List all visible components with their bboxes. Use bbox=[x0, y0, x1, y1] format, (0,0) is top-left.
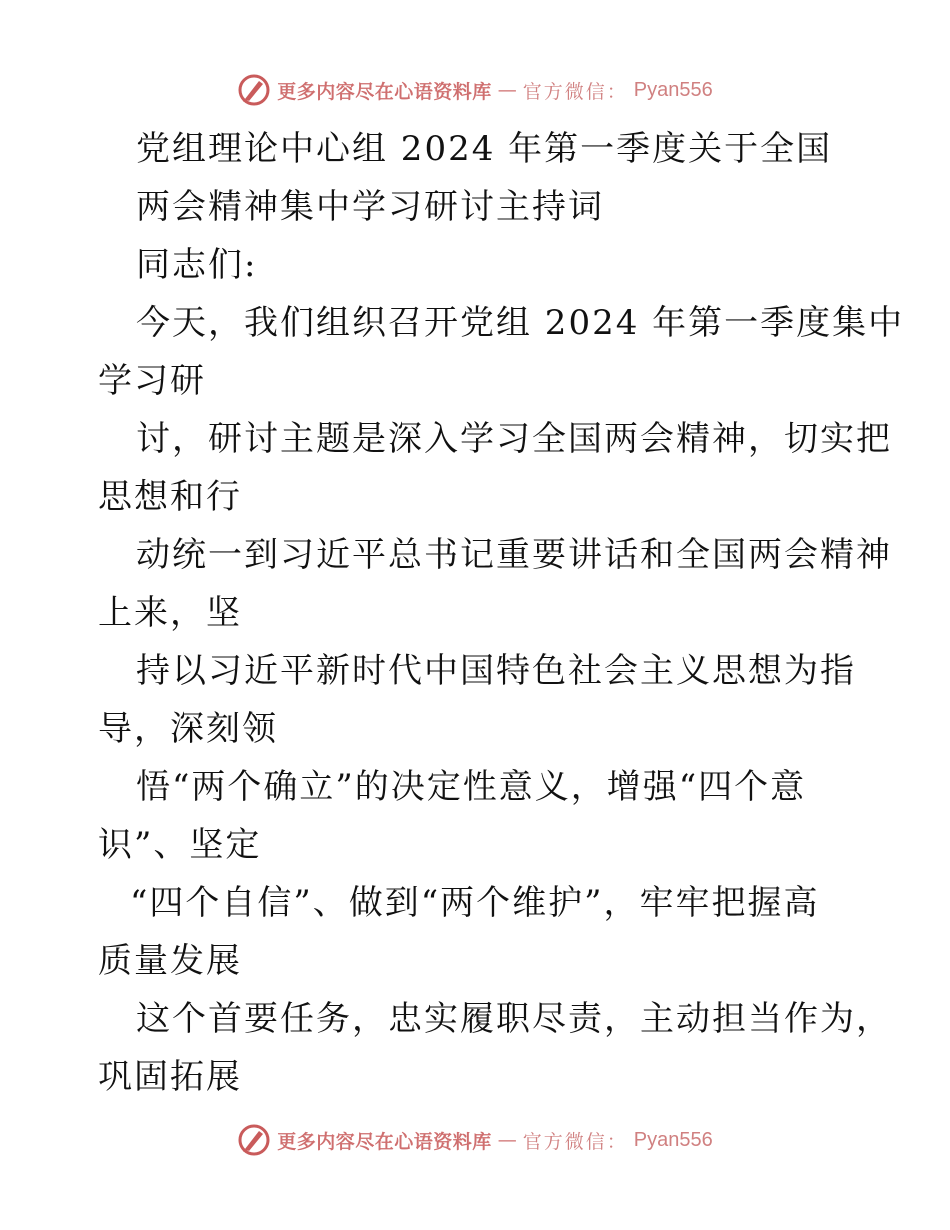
watermark-dash: — bbox=[497, 1129, 517, 1151]
document-body bbox=[98, 120, 905, 1106]
text-line: 巩固拓展 bbox=[98, 1057, 242, 1097]
text-line: 今天，我们组织召开党组 2024 年第一季度集中 bbox=[136, 303, 905, 343]
watermark-dash: — bbox=[497, 79, 517, 101]
pen-logo-icon bbox=[237, 1123, 271, 1157]
watermark-wechat-label: 官方微信： bbox=[522, 1130, 628, 1153]
watermark-text: 更多内容尽在心语资料库 bbox=[277, 1130, 492, 1153]
text-line: 持以习近平新时代中国特色社会主义思想为指 bbox=[136, 651, 856, 691]
watermark-wechat-id: Pyan556 bbox=[633, 1128, 713, 1151]
text-line: 悟“两个确立”的决定性意义，增强“四个意 bbox=[136, 767, 807, 807]
text-line: 学习研 bbox=[98, 361, 206, 401]
header-watermark bbox=[0, 70, 950, 110]
text-line: 这个首要任务，忠实履职尽责，主动担当作为， bbox=[136, 999, 892, 1039]
text-line: 讨，研讨主题是深入学习全国两会精神，切实把 bbox=[136, 419, 892, 459]
text-line: 两会精神集中学习研讨主持词 bbox=[136, 187, 604, 227]
text-line: 思想和行 bbox=[98, 477, 242, 517]
text-line: 上来，坚 bbox=[98, 593, 242, 633]
footer-watermark bbox=[0, 1120, 950, 1160]
text-line: 党组理论中心组 2024 年第一季度关于全国 bbox=[136, 129, 833, 169]
text-line: 质量发展 bbox=[98, 941, 242, 981]
text-line: 识”、坚定 bbox=[98, 825, 262, 865]
watermark-wechat-label: 官方微信： bbox=[522, 80, 628, 103]
pen-logo-icon bbox=[237, 73, 271, 107]
text-line: 同志们: bbox=[136, 245, 258, 285]
watermark-wechat-id: Pyan556 bbox=[633, 78, 713, 101]
text-line: 导，深刻领 bbox=[98, 709, 278, 749]
text-line: 动统一到习近平总书记重要讲话和全国两会精神 bbox=[136, 535, 892, 575]
text-line: “四个自信”、做到“两个维护”，牢牢把握高 bbox=[130, 883, 820, 923]
watermark-text: 更多内容尽在心语资料库 bbox=[277, 80, 492, 103]
